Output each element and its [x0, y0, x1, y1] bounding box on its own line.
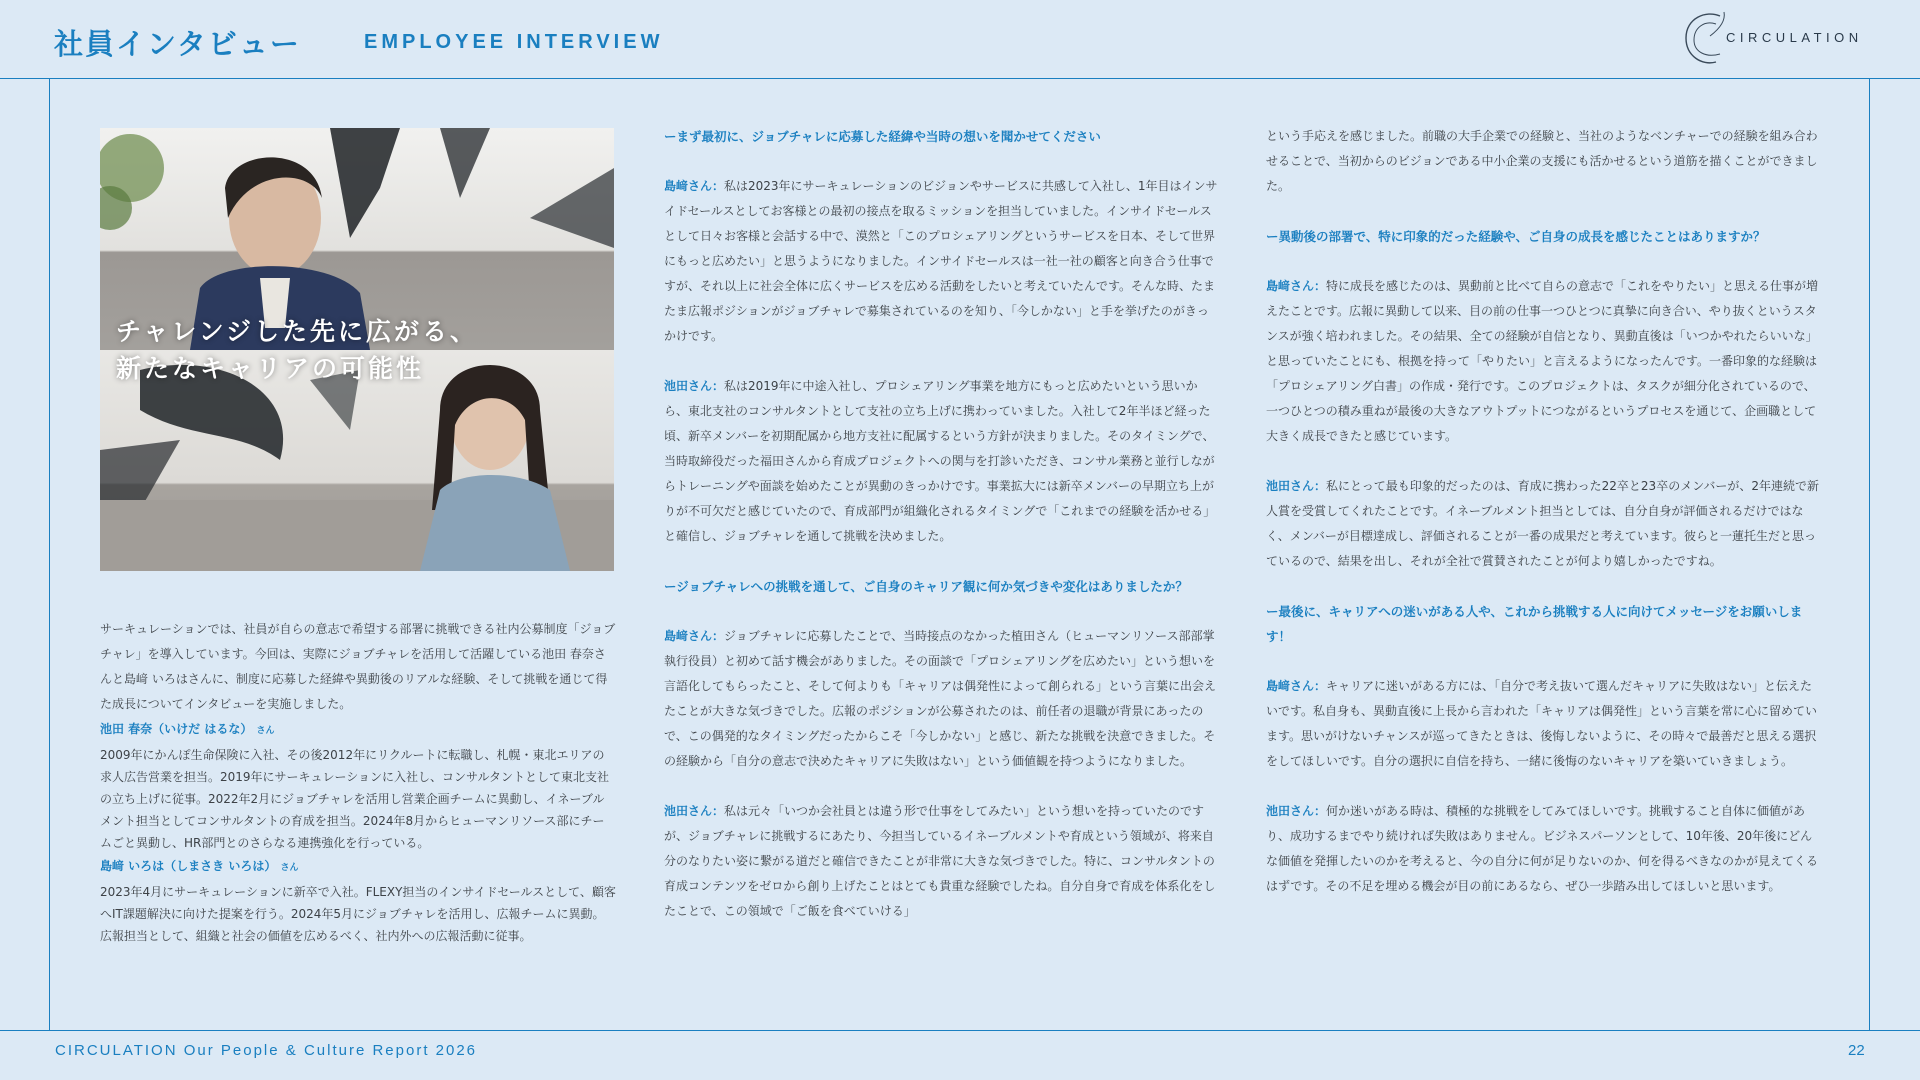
answer-text: ジョブチャレに応募したことで、当時接点のなかった植田さん（ヒューマンリソース部部掌執行役員）と初めて話す機会がありました。その面談で「プロシェアリングを広めたい」という想いを言語化してもらったこと、そして何よりも「キャリアは偶発性によって創られる」という言葉に出会えたことが大きな気づきでした。広報のポジションが公募されたのは、前任者の退職が背景にあったので、この偶発的なタイミングだったからこそ「今しかない」と感じ、新たな挑戦を決意できました。その経験から「自分の意志で決めたキャリアに失敗はない」という価値観を持つようになりました。: [664, 629, 1217, 768]
paragraph-gap: [1266, 449, 1822, 474]
paragraph-gap: [664, 149, 1220, 174]
paragraph-gap: [664, 774, 1220, 799]
profile-body-ikeda: 2009年にかんぽ生命保険に入社、その後2012年にリクルートに転職し、札幌・東北エリアの求人広告営業を担当。2019年にサーキュレーションに入社し、コンサルタントとして東北支社の立ち上げに従事。2022年2月にジョブチャレを活用し営業企画チームに異動し、イネーブルメント担当としてコンサルタントの育成を担当。2024年8月からヒューマンリソース部にチームごと異動し、HR部門とのさらなる連携強化を行っている。: [100, 748, 609, 850]
interview-answer: [664, 624, 1220, 774]
answer-text: 私にとって最も印象的だったのは、育成に携わった22卒と23卒のメンバーが、2年連続で新人賞を受賞してくれたことです。イネーブルメント担当としては、自分自身が評価されるだけではなく、メンバーが目標達成し、評価されることが一番の成果だと考えています。彼らと一蓮托生だと思っているので、結果を出し、それが全社で賞賛されたことが何より嬉しかったですね。: [1266, 479, 1819, 568]
answer-text: 私は元々「いつか会社員とは違う形で仕事をしてみたい」という想いを持っていたのですが、ジョブチャレに挑戦するにあたり、今担当しているイネーブルメントや育成という領域が、将来自分のなりたい姿に繋がる道だと確信できたことが非常に大きな気づきでした。特に、コンサルタントの育成コンテンツをゼロから創り上げたことはとても貴重な経験でしたね。自分自身で育成を体系化をしたことで、この領域で「ご飯を食べていける」: [664, 804, 1216, 918]
left-rule: [49, 78, 50, 1030]
page-header: [0, 0, 1920, 78]
top-rule: [0, 78, 1920, 79]
speaker-label: 池田さん：: [664, 804, 725, 818]
footer-report-title: CIRCULATION Our People & Culture Report 2026: [55, 1042, 478, 1059]
answer-text: 何か迷いがある時は、積極的な挑戦をしてみてほしいです。挑戦すること自体に価値があり、成功するまでやり続ければ失敗はありません。ビジネスパーソンとして、10年後、20年後にどんな価値を発揮したいのかを考えると、今の自分に何が足りないのか、何を得るべきなのかが見えてくるはずです。その不足を埋める機会が目の前にあるなら、ぜひ一歩踏み出してほしいと思います。: [1266, 804, 1819, 893]
paragraph-gap: [1266, 774, 1822, 799]
headline-line-1: チャレンジした先に広がる、: [116, 317, 479, 346]
profile-name-text: 島﨑 いろは（しまさき いろは）: [100, 859, 277, 873]
right-rule: [1869, 78, 1870, 1030]
interview-answer: [1266, 799, 1822, 899]
answer-text: 私は2019年に中途入社し、プロシェアリング事業を地方にもっと広めたいという思いから、東北支社のコンサルタントとして支社の立ち上げに携わっていました。入社して2年半ほど経った頃、新卒メンバーを初期配属から地方支社に配属するという方針が決まりました。そのタイミングで、当時取締役だった福田さんから育成プロジェクトへの関与を打診いただき、コンサル業務と並行しながらトレーニングや面談を始めたことが異動のきっかけです。事業拡大には新卒メンバーの早期立ち上がりが不可欠だと感じていたので、育成部門が組織化されるタイミングで「これまでの経験を活かせる」と確信し、ジョブチャレを通して挑戦を決めました。: [664, 379, 1216, 543]
bottom-rule: [0, 1030, 1920, 1031]
profile-honorific: さん: [256, 726, 275, 736]
headline-line-2: 新たなキャリアの可能性: [116, 354, 425, 383]
interview-question: ー最後に、キャリアへの迷いがある人や、これから挑戦する人に向けてメッセージをお願いします！: [1266, 604, 1803, 644]
paragraph-gap: [664, 349, 1220, 374]
speaker-label: 島﨑さん：: [664, 629, 725, 643]
intro-paragraph: サーキュレーションでは、社員が自らの意志で希望する部署に挑戦できる社内公募制度「ジョブチャレ」を導入しています。今回は、実際にジョブチャレを活用して活躍している池田 春奈さんと島﨑 いろはさんに、制度に応募した経緯や異動後のリアルな経験、そして挑戦を通じて得た成長についてインタビューを実施しました。: [100, 622, 616, 711]
page-subtitle: EMPLOYEE INTERVIEW: [364, 31, 664, 53]
logo-wordmark: CIRCULATION: [1726, 30, 1863, 45]
profile-name-ikeda: [100, 717, 616, 744]
answer-text: 特に成長を感じたのは、異動前と比べて自らの意志で「これをやりたい」と思える仕事が増えたことです。広報に異動して以来、目の前の仕事一つひとつに真摯に向き合い、やり抜くというスタンスが強く培われました。その結果、全ての経験が自信となり、異動直後は「いつかやれたらいいな」と思っていたことにも、根拠を持って「やりたい」と言えるようになったんです。一番印象的な経験は「プロシェアリング白書」の作成・発行です。このプロジェクトは、タスクが細分化されているので、一つひとつの積み重ねが最後の大きなアウトプットにつながるというプロセスを通じて、企画職として大きく成長できたと感じています。: [1266, 279, 1819, 443]
interview-answer: [1266, 474, 1822, 574]
interview-answer: [1266, 274, 1822, 449]
interview-photo: [100, 128, 614, 571]
page-number: 22: [1848, 1042, 1865, 1059]
interview-answer: [664, 174, 1220, 349]
interview-question: ーまず最初に、ジョブチャレに応募した経緯や当時の想いを聞かせてください: [664, 129, 1101, 144]
paragraph-gap: [1266, 249, 1822, 274]
paragraph-gap: [664, 599, 1220, 624]
profile-name-shimasaki: [100, 854, 616, 881]
interview-answer: [664, 799, 1220, 924]
speaker-label: 島﨑さん：: [1266, 279, 1327, 293]
speaker-label: 池田さん：: [1266, 479, 1327, 493]
interview-question: ージョブチャレへの挑戦を通して、ご自身のキャリア観に何か気づきや変化はありましたか？: [664, 579, 1188, 594]
lede-column: [100, 617, 616, 947]
speaker-label: 島﨑さん：: [664, 179, 725, 193]
answer-text: キャリアに迷いがある方には、「自分で考え抜いて選んだキャリアに失敗はない」と伝えたいです。私自身も、異動直後に上長から言われた「キャリアは偶発性」という言葉を常に心に留めています。思いがけないチャンスが巡ってきたときは、後悔しないように、その時々で最善だと思える選択をしてほしいです。自分の選択に自信を持ち、一緒に後悔のないキャリアを築いていきましょう。: [1266, 679, 1818, 768]
interview-answer: [664, 374, 1220, 549]
profile-honorific: さん: [280, 863, 299, 873]
speaker-label: 島﨑さん：: [1266, 679, 1327, 693]
paragraph-gap: [664, 549, 1220, 574]
paragraph-gap: [1266, 574, 1822, 599]
interview-question: ー異動後の部署で、特に印象的だった経験や、ご自身の成長を感じたことはありますか？: [1266, 229, 1766, 244]
speaker-label: 池田さん：: [1266, 804, 1327, 818]
paragraph-gap: [1266, 199, 1822, 224]
circulation-logo: [1676, 8, 1896, 70]
page-title: 社員インタビュー: [54, 27, 301, 61]
continued-answer: という手応えを感じました。前職の大手企業での経験と、当社のようなベンチャーでの経験を組み合わせることで、当初からのビジョンである中小企業の支援にも活かせるという道筋を描くことができました。: [1266, 129, 1818, 193]
photo-headline: [116, 313, 478, 387]
interview-answer: [1266, 674, 1822, 774]
interview-column-2: [664, 124, 1220, 924]
answer-text: 私は2023年にサーキュレーションのビジョンやサービスに共感して入社し、1年目はインサイドセールスとしてお客様との最初の接点を取るミッションを担当していました。インサイドセールスとして日々お客様と会話する中で、漠然と「このプロシェアリングというサービスを日本、そして世界にもっと広めたい」と思うようになりました。インサイドセールスは一社一社の顧客と向き合う仕事ですが、それ以上に社会全体に広くサービスを広める活動をしたいと考えていたんです。そんな時、たまたま広報ポジションがジョブチャレで募集されているのを知り、「今しかない」と手を挙げたのがきっかけです。: [664, 179, 1218, 343]
profile-name-text: 池田 春奈（いけだ はるな）: [100, 722, 253, 736]
paragraph-gap: [1266, 649, 1822, 674]
profile-body-shimasaki: 2023年4月にサーキュレーションに新卒で入社。FLEXY担当のインサイドセールスとして、顧客へIT課題解決に向けた提案を行う。2024年5月にジョブチャレを活用し、広報チームに異動。広報担当として、組織と社会の価値を広めるべく、社内外への広報活動に従事。: [100, 885, 616, 943]
interview-column-3: [1266, 124, 1822, 899]
speaker-label: 池田さん：: [664, 379, 725, 393]
